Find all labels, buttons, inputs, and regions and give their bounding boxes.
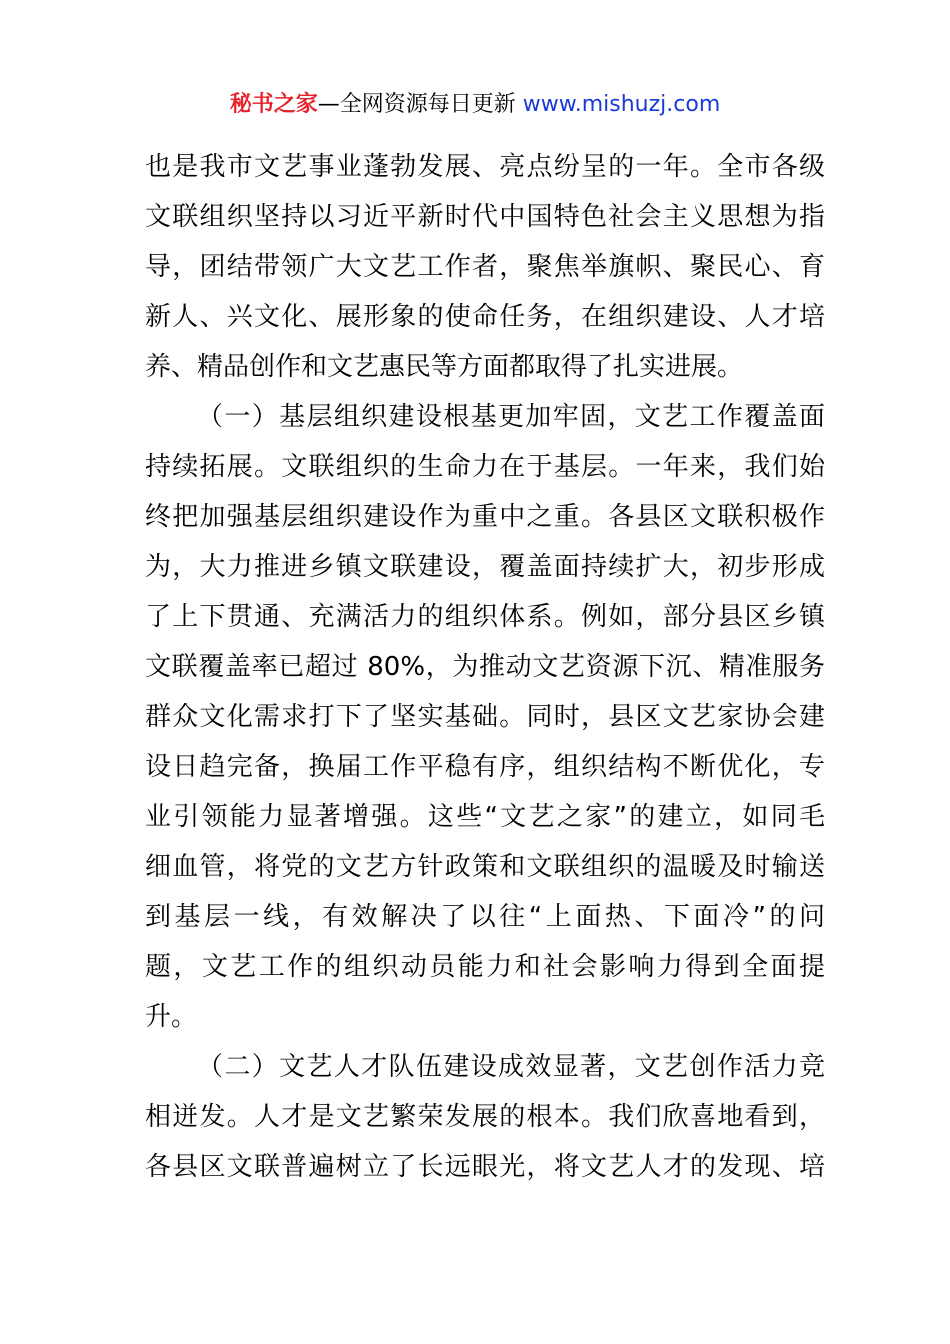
text-line: 也是我市文艺事业蓬勃发展、亮点纷呈的一年。全市各级 (145, 152, 825, 182)
text-line: 养、精品创作和文艺惠民等方面都取得了扎实进展。 (145, 352, 744, 382)
site-header (0, 88, 950, 122)
text-line: 文联组织坚持以习近平新时代中国特色社会主义思想为指 (145, 202, 825, 232)
text-line: 到基层一线，有效解决了以往“上面热、下面冷”的问 (145, 902, 825, 932)
text-line: 各县区文联普遍树立了长远眼光，将文艺人才的发现、培 (145, 1152, 825, 1182)
text-line: 为，大力推进乡镇文联建设，覆盖面持续扩大，初步形成 (145, 552, 825, 582)
text-line: 文联覆盖率已超过 80%，为推动文艺资源下沉、精准服务 (145, 652, 825, 682)
text-line: 升。 (145, 1002, 198, 1032)
text-line: 新人、兴文化、展形象的使命任务，在组织建设、人才培 (145, 302, 825, 332)
text-line: 细血管，将党的文艺方针政策和文联组织的温暖及时输送 (145, 852, 825, 882)
text-line: 设日趋完备，换届工作平稳有序，组织结构不断优化，专 (145, 752, 825, 782)
site-url-link[interactable]: www.mishuzj.com (522, 92, 721, 117)
section-heading-line: （一）基层组织建设根基更加牢固，文艺工作覆盖面 (197, 402, 825, 432)
document-body (145, 142, 825, 1192)
text-line: 题，文艺工作的组织动员能力和社会影响力得到全面提 (145, 952, 825, 982)
text-line: 终把加强基层组织建设作为重中之重。各县区文联积极作 (145, 502, 825, 532)
text-line: 业引领能力显著增强。这些“文艺之家”的建立，如同毛 (145, 802, 825, 832)
text-line: 导，团结带领广大文艺工作者，聚焦举旗帜、聚民心、育 (145, 252, 825, 282)
site-brand: 秘书之家 (229, 92, 318, 117)
text-line: 了上下贯通、充满活力的组织体系。例如，部分县区乡镇 (145, 602, 825, 632)
section-heading-line: （二）文艺人才队伍建设成效显著，文艺创作活力竞 (197, 1052, 825, 1082)
text-line: 群众文化需求打下了坚实基础。同时，县区文艺家协会建 (145, 702, 825, 732)
text-line: 相迸发。人才是文艺繁荣发展的根本。我们欣喜地看到， (145, 1102, 825, 1132)
site-tagline: —全网资源每日更新 (317, 92, 516, 117)
text-line: 持续拓展。文联组织的生命力在于基层。一年来，我们始 (145, 452, 825, 482)
